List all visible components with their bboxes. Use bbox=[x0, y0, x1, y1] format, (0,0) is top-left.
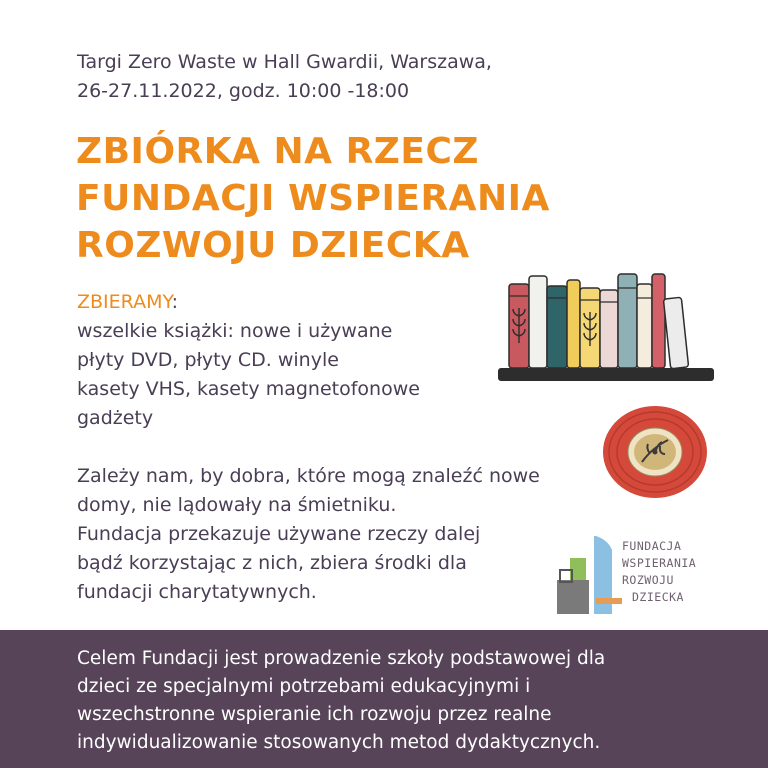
logo-line: WSPIERANIA bbox=[622, 556, 697, 570]
description-line: Zależy nam, by dobra, które mogą znaleźć nowe bbox=[77, 465, 540, 487]
list-item: gadżety bbox=[77, 407, 154, 429]
footer-line: wszechstronne wspieranie ich rozwoju przez realne bbox=[77, 704, 552, 725]
event-date: 26-27.11.2022, godz. 10:00 -18:00 bbox=[77, 80, 410, 102]
footer-text bbox=[77, 645, 605, 757]
title-line: ROZWOJU DZIECKA bbox=[76, 225, 470, 266]
collect-heading bbox=[77, 288, 420, 317]
description-line: domy, nie lądowały na śmietniku. bbox=[77, 494, 397, 516]
event-location: Targi Zero Waste w Hall Gwardii, Warszawa, bbox=[77, 51, 492, 73]
event-info bbox=[77, 48, 492, 106]
footer-line: dzieci ze specjalnymi potrzebami edukacyjnymi i bbox=[77, 676, 531, 697]
collect-heading-colon: : bbox=[171, 291, 178, 313]
description-line: fundacji charytatywnych. bbox=[77, 581, 317, 603]
title-line: ZBIÓRKA NA RZECZ bbox=[76, 131, 480, 172]
bookshelf-icon bbox=[496, 268, 716, 386]
list-item: kasety VHS, kasety magnetofonowe bbox=[77, 378, 420, 400]
footer-line: indywidualizowanie stosowanych metod dydaktycznych. bbox=[77, 732, 601, 753]
collect-section bbox=[77, 288, 420, 433]
footer-banner bbox=[0, 630, 768, 768]
page-title bbox=[76, 128, 550, 269]
collect-heading-label: ZBIERAMY bbox=[77, 291, 172, 313]
title-line: FUNDACJI WSPIERANIA bbox=[76, 178, 550, 219]
description-line: bądź korzystając z nich, zbiera środki dla bbox=[77, 552, 467, 574]
vinyl-record-icon bbox=[602, 404, 712, 500]
description bbox=[77, 462, 540, 607]
foundation-logo-text bbox=[622, 538, 696, 606]
list-item: wszelkie książki: nowe i używane bbox=[77, 320, 393, 342]
list-item: płyty DVD, płyty CD. winyle bbox=[77, 349, 339, 371]
foundation-logo-icon bbox=[556, 532, 622, 616]
logo-line: DZIECKA bbox=[632, 590, 684, 604]
description-line: Fundacja przekazuje używane rzeczy dalej bbox=[77, 523, 481, 545]
footer-line: Celem Fundacji jest prowadzenie szkoły podstawowej dla bbox=[77, 648, 606, 669]
logo-line: FUNDACJA bbox=[622, 539, 682, 553]
logo-line: ROZWOJU bbox=[622, 573, 674, 587]
